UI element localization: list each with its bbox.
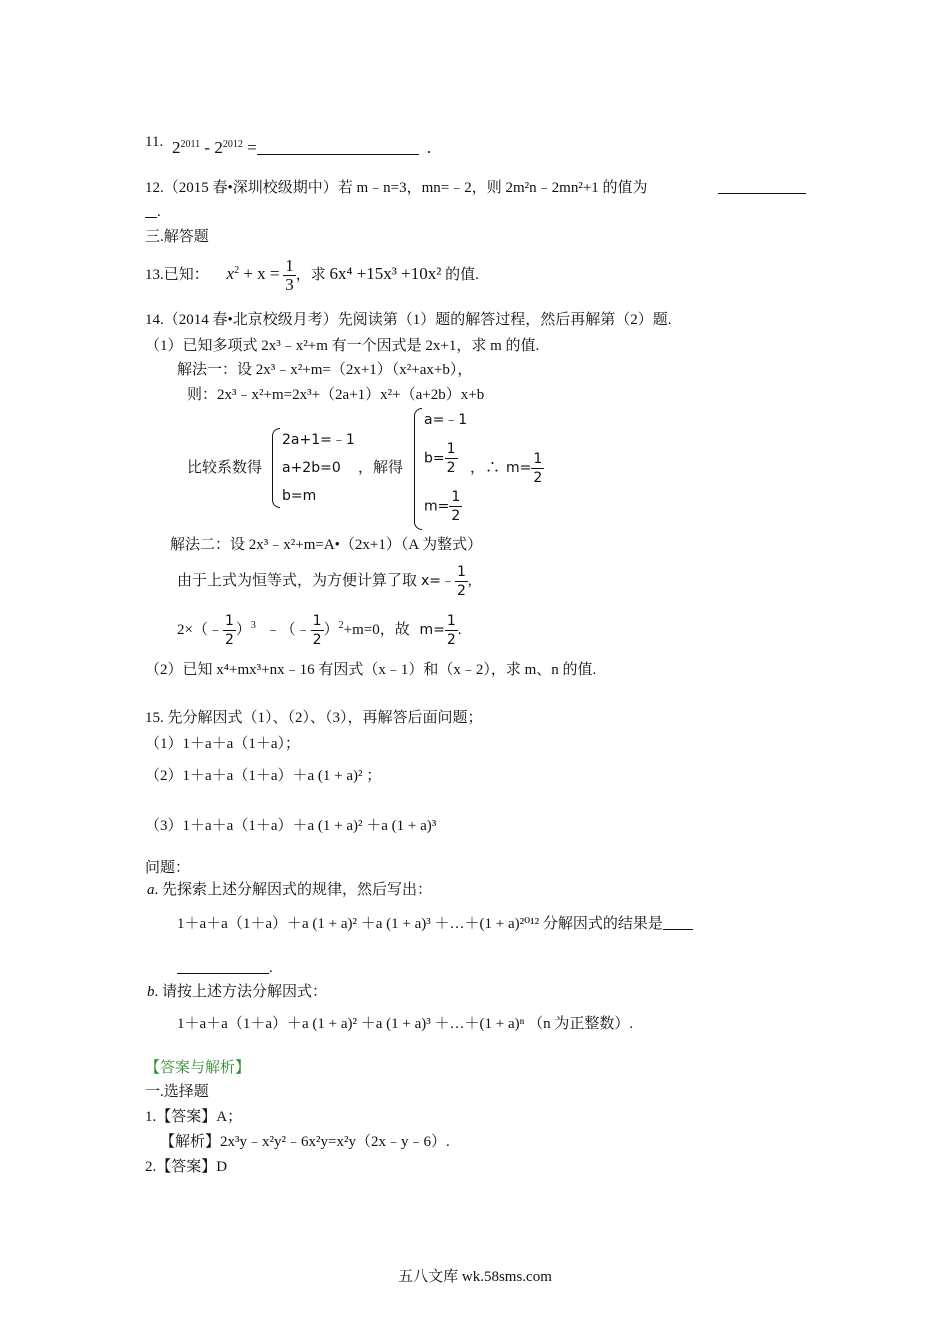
solve-label: ，解得 (358, 460, 404, 476)
q11-blank (257, 140, 419, 155)
q15-expr2: （2）1＋a＋a（1＋a）＋a (1 + a)² ； (145, 768, 382, 784)
answers-title: 【答案与解析】 (145, 1060, 251, 1076)
q15-part-a-expr: 1＋a＋a（1＋a）＋a (1 + a)² ＋a (1 + a)³ ＋…＋(1 + a)²⁰¹² 分解因式的结果是 (177, 914, 693, 934)
solution-a: a=﹣1 (424, 412, 468, 428)
q11-expression: $2^{2011} - 2^{2012}$ = . (172, 138, 432, 157)
q15-expr1: （1）1＋a＋a（1＋a）； (145, 736, 300, 752)
q14-method1: 解法一：设 2x³﹣x²+m=（2x+1）（x²+ax+b）， (177, 362, 473, 378)
q14-line1: 14.（2014 春•北京校级月考）先阅读第（1）题的解答过程，然后再解第（2）题. (145, 312, 672, 328)
q12-line1: 12.（2015 春•深圳校级期中）若 m﹣n=3，mn=﹣2，则 2m²n﹣2mn²+1 的值为 (145, 180, 648, 196)
q13: 13.已知： $x^2 + x$ = $\frac{1}{3}$ ，求 6x⁴ +15x³ +10x² 的值. (145, 256, 479, 295)
system-eq-3: b=m (282, 488, 317, 504)
q15-part-a-blank: . (177, 958, 273, 978)
system-eq-1: 2a+1=﹣1 (282, 432, 355, 448)
q15-expr3: （3）1＋a＋a（1＋a）＋a (1 + a)² ＋a (1 + a)³ (145, 818, 437, 834)
q14-method2-choose: 由于上式为恒等式，为方便计算了取 x=﹣ $\frac{1}{2}$ , (177, 564, 472, 599)
q12-blank1 (718, 178, 806, 198)
q14-part1: （1）已知多项式 2x³﹣x²+m 有一个因式是 2x+1，求 m 的值. (145, 338, 540, 354)
answers-section-1: 一.选择题 (145, 1084, 209, 1100)
q15-part-b-expr: 1＋a＋a（1＋a）＋a (1 + a)² ＋a (1 + a)³ ＋…＋(1 + a)ⁿ （n 为正整数）. (177, 1016, 634, 1032)
q14-method1-expand: 则：2x³﹣x²+m=2x³+（2a+1）x²+（a+2b）x+b (187, 387, 485, 403)
q15-part-b: b. 请按上述方法分解因式： (147, 984, 328, 1000)
answer-1: 1.【答案】A； (145, 1109, 243, 1125)
answer-2: 2.【答案】D (145, 1159, 228, 1175)
q14-method2-calc: 2×（﹣ $\frac{1}{2}$ ）$^3$ ﹣（﹣ $\frac{1}{2}$ ）$^2$+m=0，故 m= $\frac{1}{2}$ . (177, 613, 462, 648)
q12-blank2: . (145, 202, 161, 222)
solution-m: m= $\frac{1}{2}$ (424, 489, 461, 524)
q14-part2: （2）已知 x⁴+mx³+nx﹣16 有因式（x﹣1）和（x﹣2），求 m、n 的值. (145, 662, 597, 678)
compare-label: 比较系数得 (187, 460, 263, 476)
q14-method2: 解法二：设 2x³﹣x²+m=A•（2x+1）（A 为整式） (170, 537, 483, 553)
section-heading-3: 三.解答题 (145, 229, 209, 245)
q15-question-label: 问题： (145, 860, 191, 876)
q13-fraction: $\frac{1}{3}$ (285, 256, 294, 295)
system-brace-1 (272, 428, 280, 508)
answer-1-explanation: 【解析】2x³y﹣x²y²﹣6x²y=x²y（2x﹣y﹣6）. (160, 1134, 450, 1150)
q15-part-a: a. 先探索上述分解因式的规律，然后写出： (147, 882, 433, 898)
therefore: ，∴ m= $\frac{1}{2}$ (470, 451, 543, 486)
page-footer: 五八文库 wk.58sms.com (398, 1269, 552, 1285)
q15-line1: 15. 先分解因式（1）、（2）、（3），再解答后面问题； (145, 710, 483, 726)
q11-number: 11. (145, 134, 164, 150)
system-eq-2: a+2b=0 (282, 460, 341, 476)
solution-b: b= $\frac{1}{2}$ (424, 441, 456, 476)
q11 (145, 132, 163, 152)
system-brace-2 (414, 408, 422, 530)
